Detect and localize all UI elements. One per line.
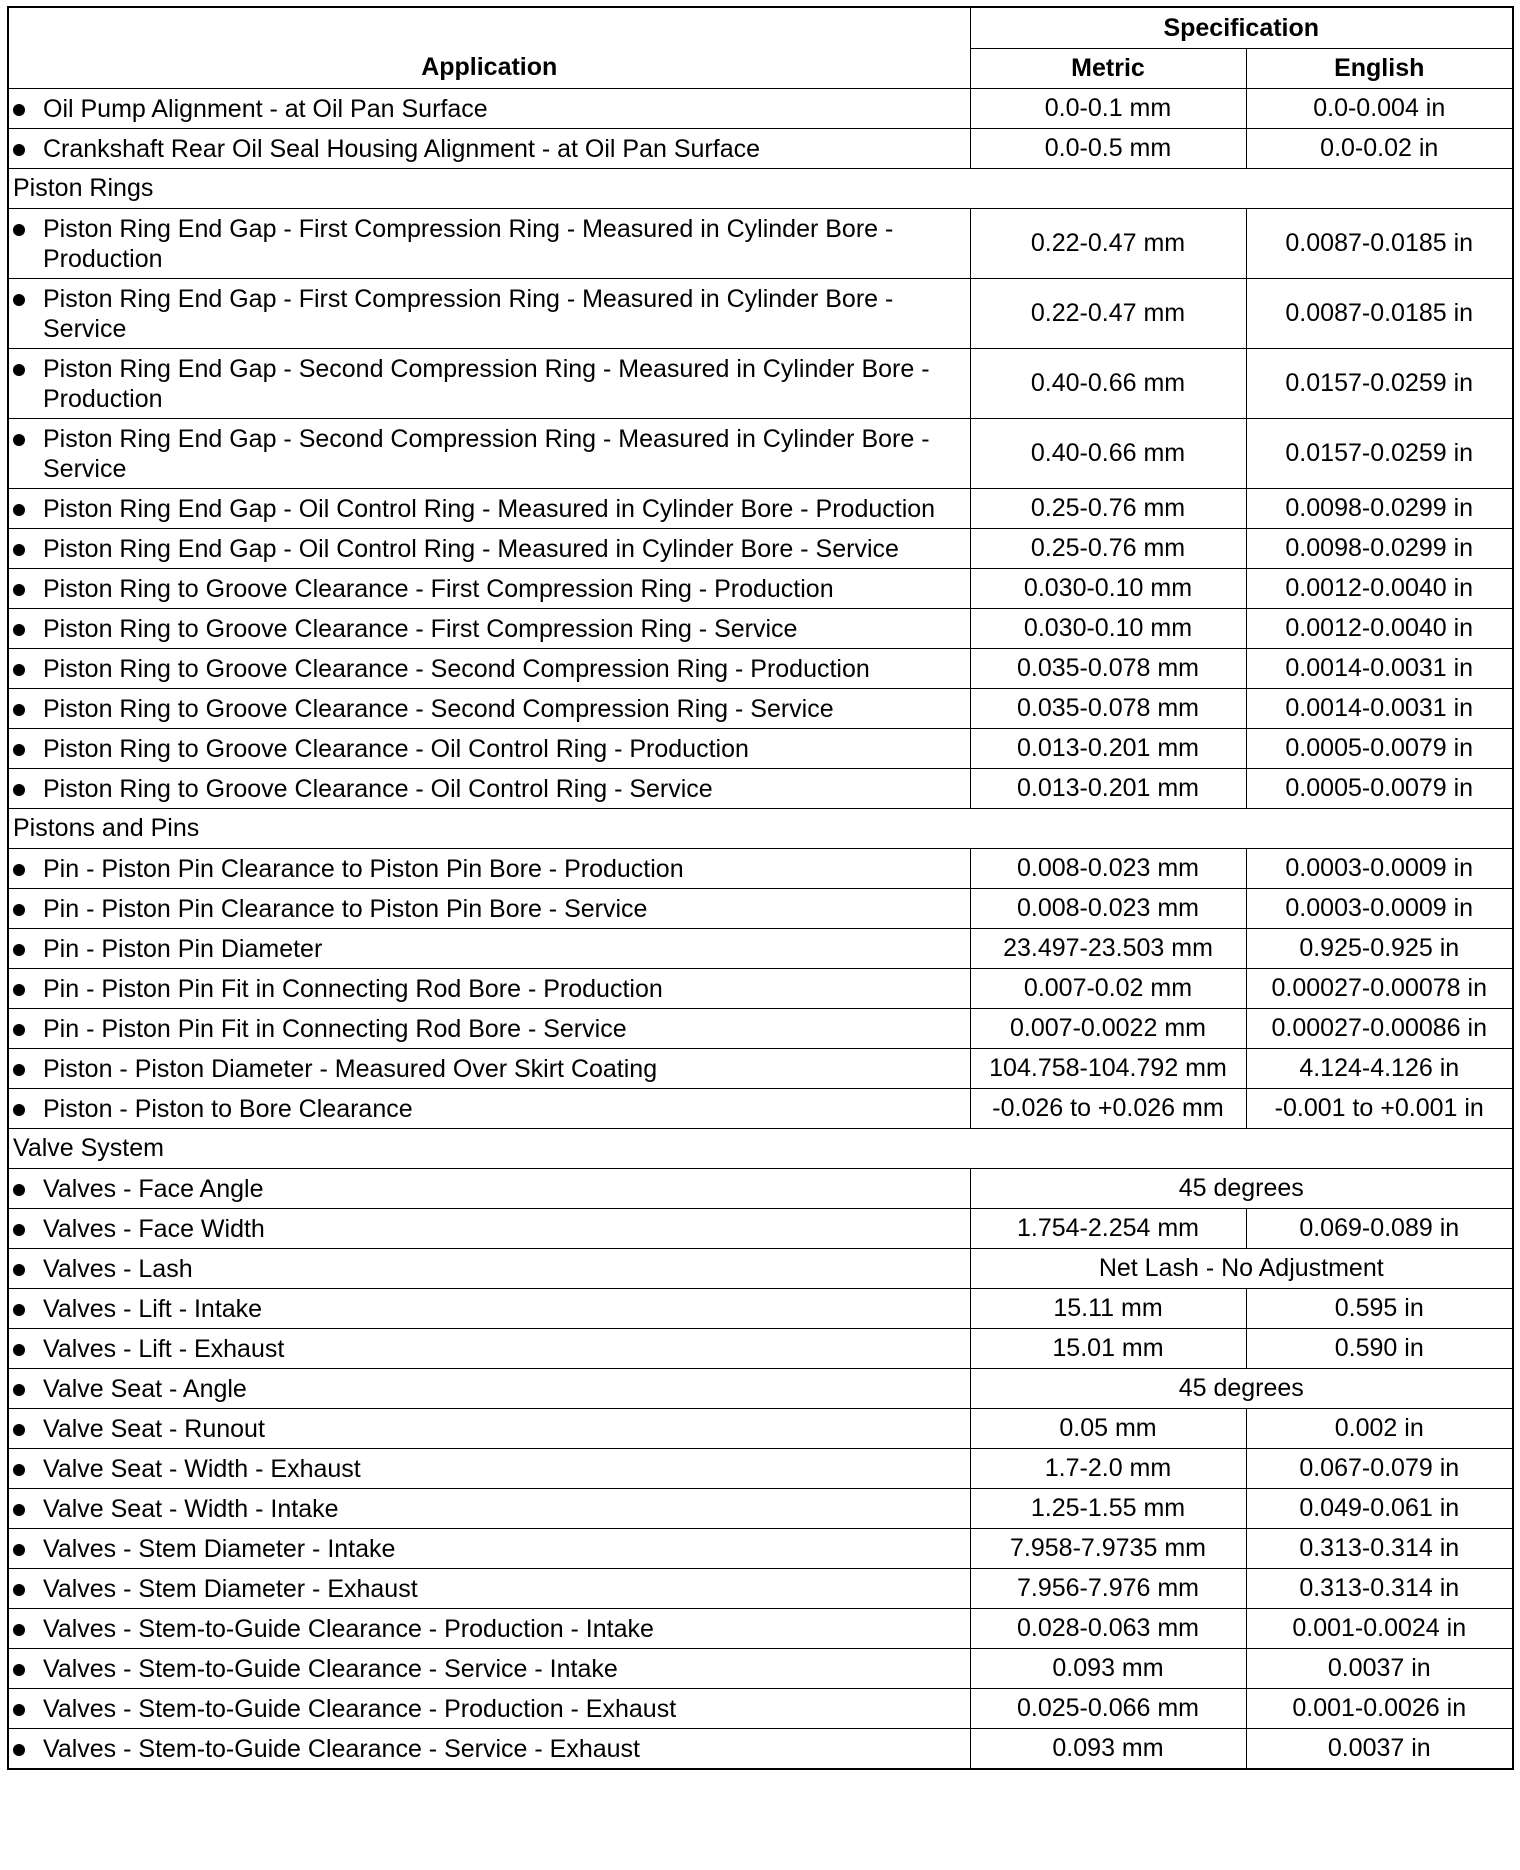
application-cell	[8, 689, 970, 729]
metric-cell: 0.093 mm	[970, 1649, 1246, 1689]
table-row	[8, 689, 1513, 729]
metric-cell: 0.013-0.201 mm	[970, 769, 1246, 809]
english-cell: 0.00027-0.00078 in	[1246, 969, 1513, 1009]
metric-cell: 0.008-0.023 mm	[970, 889, 1246, 929]
application-text: Valves - Stem-to-Guide Clearance - Production - Exhaust	[43, 1694, 677, 1723]
application-cell	[8, 489, 970, 529]
bullet-icon	[13, 624, 25, 636]
application-cell	[8, 89, 970, 129]
english-cell: 0.0-0.02 in	[1246, 129, 1513, 169]
application-text: Pin - Piston Pin Clearance to Piston Pin Bore - Production	[43, 854, 684, 883]
bullet-icon	[13, 1464, 25, 1476]
application-cell	[8, 1409, 970, 1449]
application-text: Valve Seat - Angle	[43, 1374, 247, 1403]
metric-cell: 15.11 mm	[970, 1289, 1246, 1329]
english-cell: 0.0014-0.0031 in	[1246, 689, 1513, 729]
metric-header: Metric	[970, 49, 1246, 89]
table-row	[8, 849, 1513, 889]
section-row	[8, 809, 1513, 849]
metric-cell: 23.497-23.503 mm	[970, 929, 1246, 969]
metric-cell: 104.758-104.792 mm	[970, 1049, 1246, 1089]
metric-cell: 0.25-0.76 mm	[970, 529, 1246, 569]
table-row	[8, 1049, 1513, 1089]
bullet-icon	[13, 1104, 25, 1116]
bullet-icon	[13, 364, 25, 376]
table-row	[8, 1489, 1513, 1529]
english-cell: 0.0037 in	[1246, 1729, 1513, 1770]
english-cell: 0.0098-0.0299 in	[1246, 489, 1513, 529]
metric-cell: 7.956-7.976 mm	[970, 1569, 1246, 1609]
english-cell: 0.067-0.079 in	[1246, 1449, 1513, 1489]
application-cell	[8, 769, 970, 809]
english-cell: 0.0157-0.0259 in	[1246, 419, 1513, 489]
table-row	[8, 129, 1513, 169]
application-cell	[8, 1209, 970, 1249]
table-row	[8, 729, 1513, 769]
table-row	[8, 279, 1513, 349]
application-text: Valves - Stem-to-Guide Clearance - Service - Exhaust	[43, 1734, 640, 1763]
metric-cell: 0.035-0.078 mm	[970, 689, 1246, 729]
application-text: Valve Seat - Runout	[43, 1414, 265, 1443]
english-cell: 0.0157-0.0259 in	[1246, 349, 1513, 419]
metric-cell: 15.01 mm	[970, 1329, 1246, 1369]
bullet-icon	[13, 104, 25, 116]
bullet-icon	[13, 1024, 25, 1036]
application-text: Piston Ring End Gap - Second Compression Ring - Measured in Cylinder Bore - Service	[43, 424, 930, 483]
english-cell: 0.313-0.314 in	[1246, 1569, 1513, 1609]
bullet-icon	[13, 1344, 25, 1356]
application-cell	[8, 1529, 970, 1569]
spec-value-cell: Net Lash - No Adjustment	[970, 1249, 1513, 1289]
bullet-icon	[13, 744, 25, 756]
metric-cell: 0.25-0.76 mm	[970, 489, 1246, 529]
application-text: Piston Ring End Gap - Second Compression Ring - Measured in Cylinder Bore - Production	[43, 354, 930, 413]
application-text: Valves - Stem-to-Guide Clearance - Production - Intake	[43, 1614, 654, 1643]
metric-cell: 0.22-0.47 mm	[970, 279, 1246, 349]
application-text: Valve Seat - Width - Intake	[43, 1494, 339, 1523]
application-text: Valves - Lift - Exhaust	[43, 1334, 285, 1363]
section-row	[8, 169, 1513, 209]
english-cell: 0.002 in	[1246, 1409, 1513, 1449]
section-row	[8, 1129, 1513, 1169]
bullet-icon	[13, 144, 25, 156]
metric-cell: 7.958-7.9735 mm	[970, 1529, 1246, 1569]
application-text: Piston Ring to Groove Clearance - First Compression Ring - Service	[43, 614, 798, 643]
table-row	[8, 489, 1513, 529]
english-cell: 0.313-0.314 in	[1246, 1529, 1513, 1569]
bullet-icon	[13, 784, 25, 796]
application-cell	[8, 529, 970, 569]
application-text: Valves - Stem-to-Guide Clearance - Service - Intake	[43, 1654, 618, 1683]
english-cell: 0.0012-0.0040 in	[1246, 569, 1513, 609]
metric-cell: 1.7-2.0 mm	[970, 1449, 1246, 1489]
application-cell	[8, 569, 970, 609]
application-cell	[8, 649, 970, 689]
application-cell	[8, 849, 970, 889]
bullet-icon	[13, 1384, 25, 1396]
bullet-icon	[13, 294, 25, 306]
application-text: Valves - Face Angle	[43, 1174, 264, 1203]
metric-cell: 0.40-0.66 mm	[970, 349, 1246, 419]
application-text: Piston Ring End Gap - First Compression Ring - Measured in Cylinder Bore - Service	[43, 284, 894, 343]
application-cell	[8, 1009, 970, 1049]
english-cell: 0.595 in	[1246, 1289, 1513, 1329]
bullet-icon	[13, 1304, 25, 1316]
application-text: Valves - Face Width	[43, 1214, 265, 1243]
bullet-icon	[13, 1664, 25, 1676]
application-text: Piston - Piston to Bore Clearance	[43, 1094, 413, 1123]
metric-cell: 0.007-0.02 mm	[970, 969, 1246, 1009]
metric-cell: 0.030-0.10 mm	[970, 609, 1246, 649]
application-cell	[8, 349, 970, 419]
table-row	[8, 1209, 1513, 1249]
english-cell: 0.001-0.0024 in	[1246, 1609, 1513, 1649]
application-cell	[8, 1449, 970, 1489]
english-cell: 0.00027-0.00086 in	[1246, 1009, 1513, 1049]
application-text: Piston Ring to Groove Clearance - Oil Control Ring - Production	[43, 734, 749, 763]
metric-cell: 0.40-0.66 mm	[970, 419, 1246, 489]
table-header	[8, 7, 1513, 89]
bullet-icon	[13, 1624, 25, 1636]
application-cell	[8, 609, 970, 649]
bullet-icon	[13, 1544, 25, 1556]
bullet-icon	[13, 504, 25, 516]
bullet-icon	[13, 984, 25, 996]
application-text: Piston Ring to Groove Clearance - First Compression Ring - Production	[43, 574, 834, 603]
application-cell	[8, 1729, 970, 1770]
application-cell	[8, 929, 970, 969]
application-cell	[8, 1569, 970, 1609]
application-cell	[8, 1089, 970, 1129]
application-text: Valves - Stem Diameter - Exhaust	[43, 1574, 418, 1603]
application-cell	[8, 1369, 970, 1409]
english-cell: 0.0037 in	[1246, 1649, 1513, 1689]
table-row	[8, 569, 1513, 609]
bullet-icon	[13, 1424, 25, 1436]
bullet-icon	[13, 1584, 25, 1596]
metric-cell: 0.0-0.1 mm	[970, 89, 1246, 129]
table-row	[8, 349, 1513, 419]
table-row	[8, 1529, 1513, 1569]
english-cell: 0.001-0.0026 in	[1246, 1689, 1513, 1729]
bullet-icon	[13, 704, 25, 716]
application-text: Piston Ring End Gap - Oil Control Ring - Measured in Cylinder Bore - Service	[43, 534, 899, 563]
metric-cell: 1.754-2.254 mm	[970, 1209, 1246, 1249]
english-cell: 0.0014-0.0031 in	[1246, 649, 1513, 689]
metric-cell: 0.22-0.47 mm	[970, 209, 1246, 279]
english-cell: 0.0012-0.0040 in	[1246, 609, 1513, 649]
bullet-icon	[13, 224, 25, 236]
english-cell: 0.0087-0.0185 in	[1246, 209, 1513, 279]
bullet-icon	[13, 1224, 25, 1236]
table-row	[8, 209, 1513, 279]
metric-cell: 0.028-0.063 mm	[970, 1609, 1246, 1649]
application-cell	[8, 1249, 970, 1289]
metric-cell: -0.026 to +0.026 mm	[970, 1089, 1246, 1129]
bullet-icon	[13, 1264, 25, 1276]
english-cell: 0.0003-0.0009 in	[1246, 849, 1513, 889]
english-header: English	[1246, 49, 1513, 89]
english-cell: 0.925-0.925 in	[1246, 929, 1513, 969]
spec-value-cell: 45 degrees	[970, 1369, 1513, 1409]
table-row	[8, 1009, 1513, 1049]
table-row	[8, 1649, 1513, 1689]
table-row	[8, 969, 1513, 1009]
spec-value-cell: 45 degrees	[970, 1169, 1513, 1209]
metric-cell: 0.013-0.201 mm	[970, 729, 1246, 769]
bullet-icon	[13, 864, 25, 876]
application-cell	[8, 1649, 970, 1689]
table-row	[8, 1169, 1513, 1209]
metric-cell: 0.030-0.10 mm	[970, 569, 1246, 609]
application-text: Piston Ring End Gap - First Compression Ring - Measured in Cylinder Bore - Production	[43, 214, 894, 273]
english-cell: 0.0087-0.0185 in	[1246, 279, 1513, 349]
bullet-icon	[13, 664, 25, 676]
english-cell: 4.124-4.126 in	[1246, 1049, 1513, 1089]
bullet-icon	[13, 544, 25, 556]
table-row	[8, 1689, 1513, 1729]
english-cell: 0.0003-0.0009 in	[1246, 889, 1513, 929]
table-row	[8, 1329, 1513, 1369]
bullet-icon	[13, 1064, 25, 1076]
application-text: Crankshaft Rear Oil Seal Housing Alignment - at Oil Pan Surface	[43, 134, 761, 163]
application-text: Pin - Piston Pin Fit in Connecting Rod Bore - Service	[43, 1014, 627, 1043]
application-cell	[8, 1489, 970, 1529]
bullet-icon	[13, 1184, 25, 1196]
bullet-icon	[13, 1504, 25, 1516]
application-text: Valve Seat - Width - Exhaust	[43, 1454, 361, 1483]
application-cell	[8, 1609, 970, 1649]
table-row	[8, 889, 1513, 929]
application-cell	[8, 279, 970, 349]
application-cell	[8, 419, 970, 489]
metric-cell: 1.25-1.55 mm	[970, 1489, 1246, 1529]
table-row	[8, 419, 1513, 489]
application-text: Valves - Stem Diameter - Intake	[43, 1534, 396, 1563]
table-body	[8, 89, 1513, 1770]
application-cell	[8, 969, 970, 1009]
application-cell	[8, 1169, 970, 1209]
english-cell: 0.590 in	[1246, 1329, 1513, 1369]
table-row	[8, 529, 1513, 569]
application-text: Pin - Piston Pin Diameter	[43, 934, 323, 963]
english-cell: 0.0005-0.0079 in	[1246, 769, 1513, 809]
specification-header: Specification	[970, 7, 1513, 49]
application-text: Valves - Lift - Intake	[43, 1294, 263, 1323]
section-label: Pistons and Pins	[8, 809, 1513, 849]
spec-table-container	[7, 6, 1514, 1770]
section-label: Piston Rings	[8, 169, 1513, 209]
application-text: Piston Ring to Groove Clearance - Second Compression Ring - Service	[43, 694, 834, 723]
english-cell: 0.0098-0.0299 in	[1246, 529, 1513, 569]
table-row	[8, 1569, 1513, 1609]
metric-cell: 0.035-0.078 mm	[970, 649, 1246, 689]
application-cell	[8, 1689, 970, 1729]
metric-cell: 0.008-0.023 mm	[970, 849, 1246, 889]
table-row	[8, 1249, 1513, 1289]
application-cell	[8, 1049, 970, 1089]
metric-cell: 0.05 mm	[970, 1409, 1246, 1449]
table-row	[8, 1449, 1513, 1489]
english-cell: 0.049-0.061 in	[1246, 1489, 1513, 1529]
table-row	[8, 89, 1513, 129]
application-text: Piston Ring to Groove Clearance - Second Compression Ring - Production	[43, 654, 870, 683]
metric-cell: 0.007-0.0022 mm	[970, 1009, 1246, 1049]
bullet-icon	[13, 944, 25, 956]
application-cell	[8, 729, 970, 769]
english-cell: -0.001 to +0.001 in	[1246, 1089, 1513, 1129]
table-row	[8, 1369, 1513, 1409]
english-cell: 0.0-0.004 in	[1246, 89, 1513, 129]
metric-cell: 0.025-0.066 mm	[970, 1689, 1246, 1729]
table-row	[8, 609, 1513, 649]
application-text: Piston - Piston Diameter - Measured Over Skirt Coating	[43, 1054, 658, 1083]
section-label: Valve System	[8, 1129, 1513, 1169]
table-row	[8, 1089, 1513, 1129]
metric-cell: 0.0-0.5 mm	[970, 129, 1246, 169]
table-row	[8, 769, 1513, 809]
application-text: Pin - Piston Pin Fit in Connecting Rod Bore - Production	[43, 974, 663, 1003]
application-cell	[8, 129, 970, 169]
application-text: Oil Pump Alignment - at Oil Pan Surface	[43, 94, 488, 123]
table-row	[8, 1609, 1513, 1649]
metric-cell: 0.093 mm	[970, 1729, 1246, 1770]
application-cell	[8, 1329, 970, 1369]
bullet-icon	[13, 904, 25, 916]
table-row	[8, 649, 1513, 689]
application-cell	[8, 889, 970, 929]
english-cell: 0.0005-0.0079 in	[1246, 729, 1513, 769]
application-text: Valves - Lash	[43, 1254, 193, 1283]
application-header: Application	[8, 7, 970, 89]
application-cell	[8, 1289, 970, 1329]
spec-table	[7, 6, 1514, 1770]
table-row	[8, 1409, 1513, 1449]
table-row	[8, 1289, 1513, 1329]
bullet-icon	[13, 1704, 25, 1716]
bullet-icon	[13, 434, 25, 446]
bullet-icon	[13, 1744, 25, 1756]
application-text: Pin - Piston Pin Clearance to Piston Pin Bore - Service	[43, 894, 648, 923]
english-cell: 0.069-0.089 in	[1246, 1209, 1513, 1249]
table-row	[8, 1729, 1513, 1770]
application-cell	[8, 209, 970, 279]
application-text: Piston Ring to Groove Clearance - Oil Control Ring - Service	[43, 774, 713, 803]
table-row	[8, 929, 1513, 969]
bullet-icon	[13, 584, 25, 596]
application-text: Piston Ring End Gap - Oil Control Ring - Measured in Cylinder Bore - Production	[43, 494, 936, 523]
